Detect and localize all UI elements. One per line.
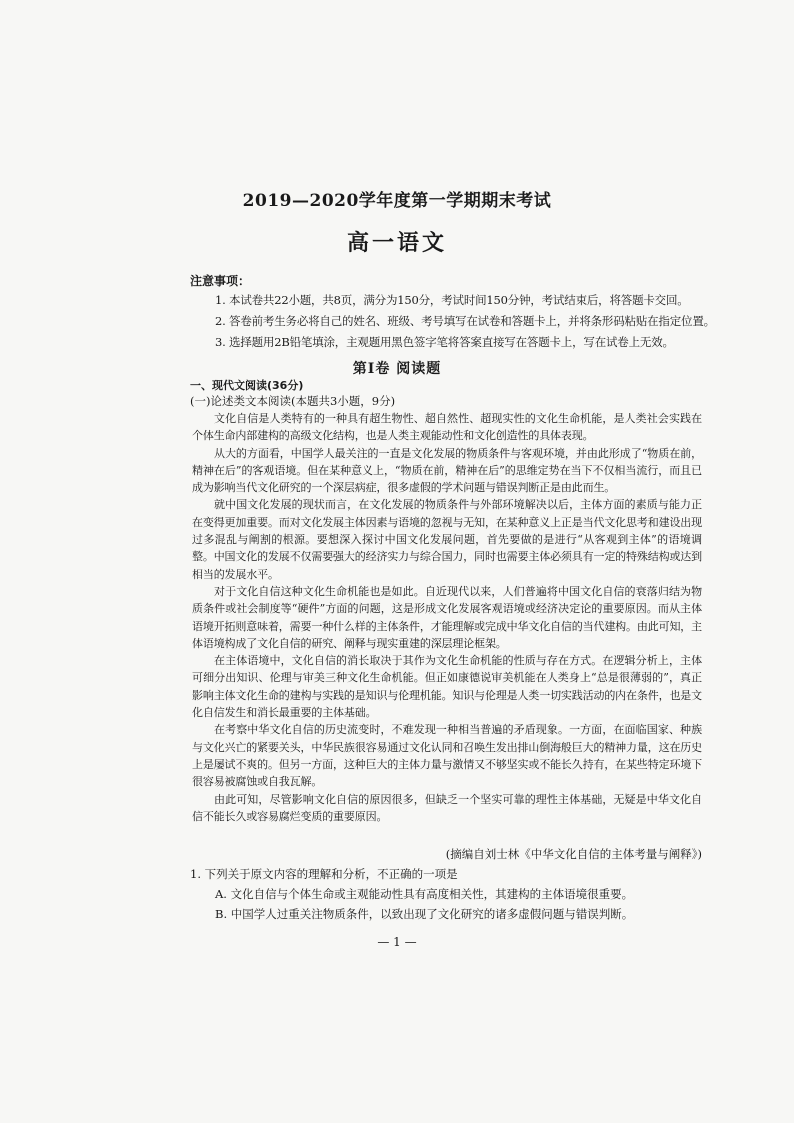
question-1-stem: 1. 下列关于原文内容的理解和分析，不正确的一项是 bbox=[190, 867, 458, 881]
notice-item-2: 2. 答卷前考生务必将自己的姓名、班级、考号填写在试卷和答题卡上，并将条形码粘贴在指定位置。 bbox=[215, 314, 715, 328]
question-1-option-a: A. 文化自信与个体生命或主观能动性具有高度相关性，其建构的主体语境很重要。 bbox=[215, 887, 634, 901]
passage-paragraph: 就中国文化发展的现状而言，在文化发展的物质条件与外部环境解决以后，主体方面的素质与能力正在变得更加重要。而对文化发展主体因素与语境的忽视与无知，在某种意义上正是当代文化思考和建设出现过多混乱与阐割的根源。要想深入探讨中国文化发展问题，首先要做的是进行“从客观到主体”的语境调整。中国文化的发展不仅需要强大的经济实力与综合国力，同时也需要主体必须具有一定的特殊结构或达到相当的发展水平。 bbox=[192, 498, 702, 581]
page-number: — 1 — bbox=[377, 935, 417, 949]
passage-paragraph: 文化自信是人类特有的一种具有超生物性、超自然性、超现实性的文化生命机能，是人类社会实践在个体生命内部建构的高级文化结构，也是人类主观能动性和文化创造性的具体表现。 bbox=[192, 412, 702, 443]
reading-passage bbox=[192, 410, 702, 825]
notice-item-3: 3. 选择题用2B铅笔填涂，主观题用黑色签字笔将答案直接写在答题卡上，写在试卷上无效。 bbox=[215, 335, 674, 349]
part-title: 第Ⅰ卷 阅读题 bbox=[352, 361, 442, 377]
passage-paragraph: 在主体语境中，文化自信的消长取决于其作为文化生命机能的性质与存在方式。在逻辑分析上，主体可细分出知识、伦理与审美三种文化生命机能。但正如康德说审美机能在人类身上“总是很薄弱的”，真正影响主体文化生命的建构与实践的是知识与伦理机能。知识与伦理是人类一切实践活动的内在条件，也是文化自信发生和消长最重要的主体基础。 bbox=[192, 654, 702, 720]
section-subtitle: (一)论述类文本阅读(本题共3小题，9分) bbox=[190, 394, 396, 408]
passage-paragraph: 在考察中华文化自信的历史流变时，不难发现一种相当普遍的矛盾现象。一方面，在面临国家、种族与文化兴亡的紧要关头，中华民族很容易通过文化认同和召唤生发出排山倒海般巨大的精神力量，这在历史上是屡试不爽的。但另一方面，这种巨大的主体力量与激情又不够坚实或不能长久持有，在某些特定环境下很容易被腐蚀或自我瓦解。 bbox=[192, 723, 702, 789]
passage-paragraph: 由此可知，尽管影响文化自信的原因很多，但缺乏一个坚实可靠的理性主体基础，无疑是中华文化自信不能长久或容易腐烂变质的重要原因。 bbox=[192, 792, 702, 823]
notice-item-1: 1. 本试卷共22小题，共8页，满分为150分，考试时间150分钟，考试结束后，将答题卡交回。 bbox=[215, 293, 689, 307]
exam-title: 2019—2020学年度第一学期期末考试 bbox=[242, 191, 552, 211]
passage-paragraph: 从大的方面看，中国学人最关注的一直是文化发展的物质条件与客观环境，并由此形成了“物质在前，精神在后”的客观语境。但在某种意义上，“物质在前，精神在后”的思维定势在当下不仅相当流行，而且已成为影响当代文化研究的一个深层病症，很多虚假的学术问题与错误判断正是由此而生。 bbox=[192, 446, 702, 495]
section-title: 一、现代文阅读(36分) bbox=[190, 379, 304, 392]
passage-source: (摘编自刘士林《中华文化自信的主体考量与阐释》) bbox=[445, 847, 702, 861]
passage-paragraph: 对于文化自信这种文化生命机能也是如此。自近现代以来，人们普遍将中国文化自信的衰落归结为物质条件或社会制度等“硬件”方面的问题，这是形成文化发展客观语境或经济决定论的重要原因。而从主体语境开拓则意味着，需要一种什么样的主体条件，才能理解或完成中华文化自信的当代建构。由此可知，主体语境构成了文化自信的研究、阐释与现实重建的深层理论框架。 bbox=[192, 584, 702, 650]
question-1-option-b: B. 中国学人过重关注物质条件，以致出现了文化研究的诸多虚假问题与错误判断。 bbox=[215, 907, 634, 921]
notice-heading: 注意事项： bbox=[190, 274, 251, 288]
subject-title: 高一语文 bbox=[346, 230, 447, 256]
